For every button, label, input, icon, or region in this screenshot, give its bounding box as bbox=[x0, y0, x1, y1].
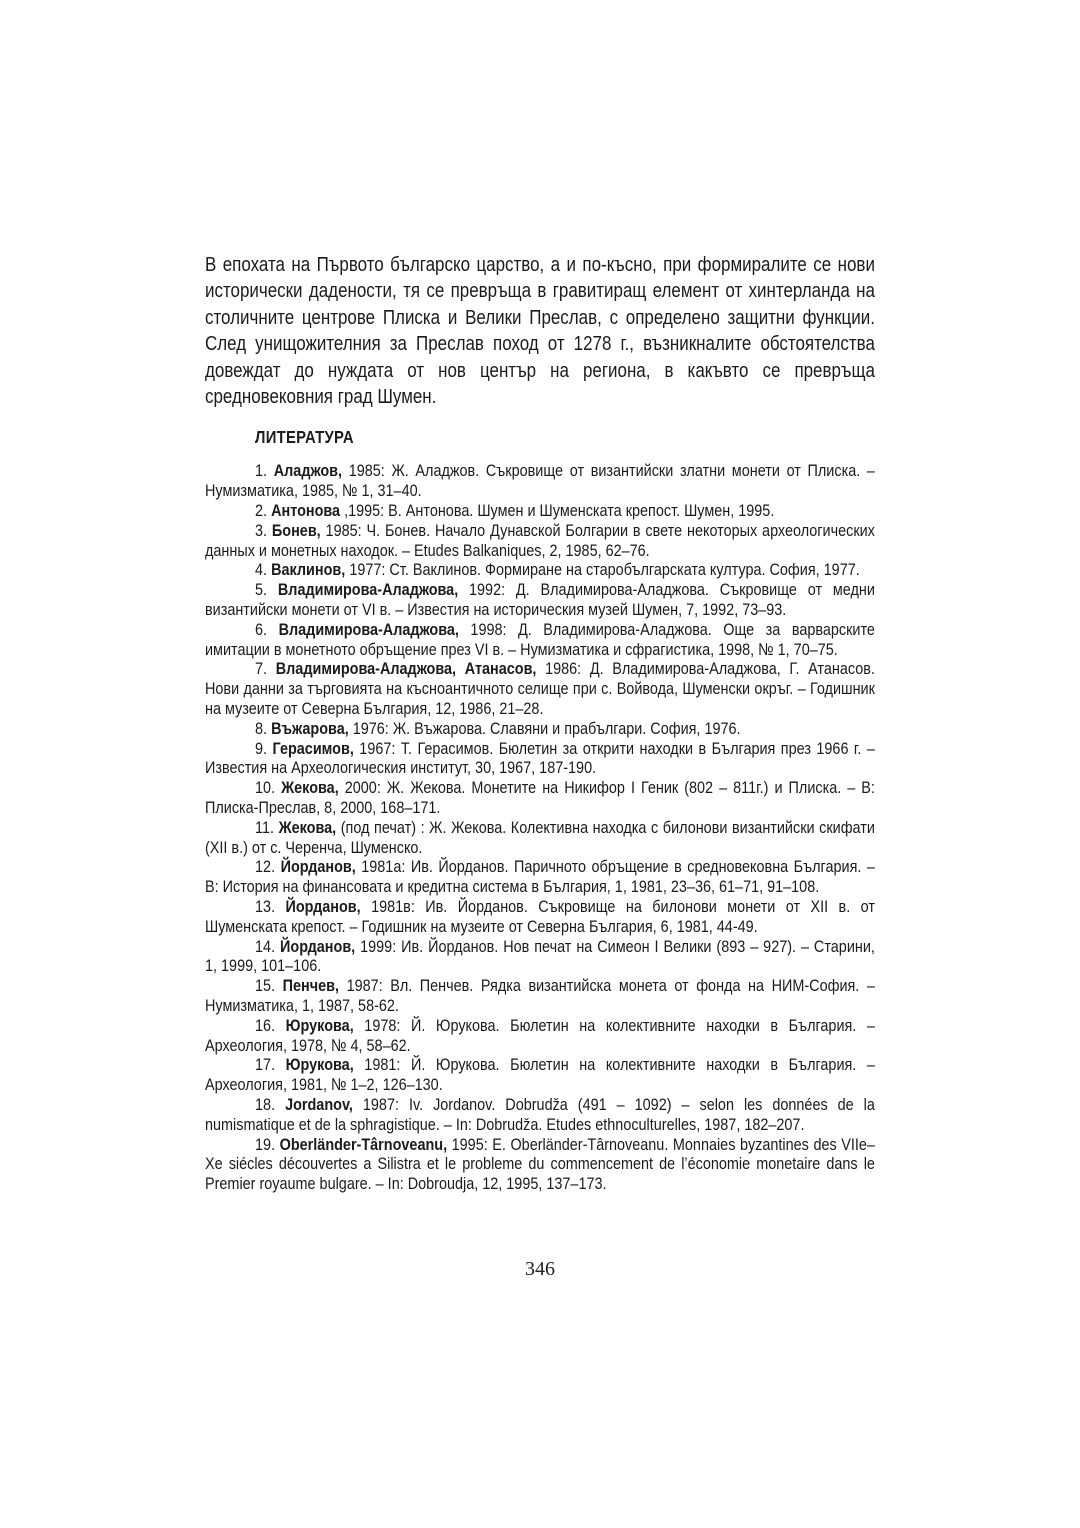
entry-author: Владимирова-Аладжова, Атанасов, bbox=[275, 659, 537, 679]
entry-number: 9. bbox=[255, 738, 268, 758]
entry-author: Йорданов, bbox=[285, 896, 361, 916]
entry-author: Ваклинов, bbox=[271, 560, 346, 580]
entry-number: 18. bbox=[255, 1094, 276, 1114]
entry-text: 1987: Iv. Jordanov. Dobrudža (491 – 1092) – selon les données de la numismatique et de la sphragistique. – In: Dobrudža. Etudes ethnoculturelles, 1987, 182–207. bbox=[205, 1094, 875, 1134]
entry-number: 4. bbox=[255, 560, 268, 580]
bibliography-entry bbox=[205, 620, 875, 660]
entry-author: Владимирова-Аладжова, bbox=[278, 619, 459, 639]
entry-number: 14. bbox=[255, 936, 276, 956]
entry-author: Владимирова-Аладжова, bbox=[277, 580, 459, 600]
entry-number: 5. bbox=[255, 580, 268, 600]
entry-number: 8. bbox=[255, 718, 268, 738]
entry-author: Жекова, bbox=[278, 817, 337, 837]
entry-text: 1999: Ив. Йорданов. Нов печат на Симеон I Велики (893 – 927). – Старини, 1, 1999, 101–106. bbox=[205, 936, 875, 976]
bibliography-entry bbox=[205, 560, 875, 580]
entry-author: Бонев, bbox=[271, 520, 321, 540]
entry-author: Герасимов, bbox=[272, 738, 354, 758]
bibliography-entry bbox=[205, 857, 875, 897]
bibliography-entry bbox=[205, 521, 875, 561]
entry-text: 1985: Ч. Бонев. Начало Дунавской Болгарии в свете некоторых археологических данных и монетных находок. – Etudes Balkaniques, 2, 1985, 62–76. bbox=[205, 520, 875, 560]
bibliography-entry bbox=[205, 1095, 875, 1135]
bibliography-entry bbox=[205, 937, 875, 977]
bibliography-entry bbox=[205, 1055, 875, 1095]
entry-text: 2000: Ж. Жекова. Монетите на Никифор I Геник (802 – 811г.) и Плиска. – В: Плиска-Преслав, 8, 2000, 168–171. bbox=[205, 778, 875, 817]
bibliography-entry bbox=[205, 580, 875, 620]
entry-text: 1976: Ж. Въжарова. Славяни и прабългари. София, 1976. bbox=[352, 718, 741, 738]
entry-author: Юрукова, bbox=[285, 1015, 354, 1035]
bibliography-list bbox=[205, 461, 875, 1193]
bibliography-entry bbox=[205, 739, 875, 779]
intro-paragraph: В епохата на Първото българско царство, а и по-късно, при формиралите се нови исторически дадености, тя се превръща в гравитиращ елемент от хинтерланда на столичните центрове Плиска и Велики Преслав, с определено защитни функции. След унищожителния за Преслав поход от 1278 г., възникналите обстоятелства довеждат до нуждата от нов център на региона, в какъвто се превръща средновековния град Шумен. bbox=[205, 254, 875, 409]
entry-author: Жекова, bbox=[281, 778, 339, 798]
entry-text: 1986: Д. Владимирова-Аладжова, Г. Атанасов. Нови данни за търговията на късноантичното селище при с. Войвода, Шуменски окръг. – Годишник на музеите от Северна България, 12, 1986, 21–28. bbox=[205, 659, 875, 718]
bibliography-entry bbox=[205, 778, 875, 818]
entry-text: 1981: Й. Юрукова. Бюлетин на колективните находки в България. – Археология, 1981, № 1–2, 126–130. bbox=[205, 1055, 875, 1095]
entry-author: Въжарова, bbox=[271, 718, 349, 738]
entry-text: 1987: Вл. Пенчев. Рядка византийска монета от фонда на НИМ-София. – Нумизматика, 1, 1987, 58-62. bbox=[205, 976, 875, 1015]
entry-author: Jordanov, bbox=[285, 1094, 353, 1114]
entry-text: 1981в: Ив. Йорданов. Съкровище на билонови монети от XII в. от Шуменската крепост. – Годишник на музеите от Северна България, 6, 1981, 44-49. bbox=[205, 896, 875, 936]
entry-author: Аладжов, bbox=[273, 461, 343, 481]
entry-text: 1978: Й. Юрукова. Бюлетин на колективните находки в България. – Археология, 1978, № 4, 58–62. bbox=[205, 1015, 875, 1055]
bibliography-entry bbox=[205, 818, 875, 858]
bibliography-entry bbox=[205, 461, 875, 501]
bibliography-entry bbox=[205, 719, 875, 739]
bibliography-entry bbox=[205, 976, 875, 1016]
bibliography-entry bbox=[205, 501, 875, 521]
entry-text: 1967: Т. Герасимов. Бюлетин за открити находки в България през 1966 г. – Известия на Археологическия институт, 30, 1967, 187-190. bbox=[205, 738, 875, 778]
entry-author: Йорданов, bbox=[280, 857, 356, 877]
text-block bbox=[205, 252, 875, 1194]
bibliography-entry bbox=[205, 1135, 875, 1194]
entry-author: Юрукова, bbox=[285, 1055, 354, 1075]
entry-text: 1992: Д. Владимирова-Аладжова. Съкровище от медни византийски монети от VI в. – Известия на историческия музей Шумен, 7, 1992, 73–93. bbox=[205, 580, 875, 620]
entry-number: 6. bbox=[255, 619, 268, 639]
entry-number: 7. bbox=[255, 659, 268, 679]
entry-number: 13. bbox=[255, 896, 276, 916]
entry-number: 12. bbox=[255, 857, 276, 877]
entry-text: 1995: E. Oberländer-Târnoveanu. Monnaies byzantines des VIIe–Xe siécles découvertes a Silistra et le probleme du commencement de l’économie monetaire dans le Premier royaume bulgare. – In: Dobroudja, 12, 1995, 137–173. bbox=[205, 1134, 875, 1194]
entry-number: 11. bbox=[255, 817, 275, 837]
entry-text: 1998: Д. Владимирова-Аладжова. Още за варварските имитации в монетното обръщение през VI в. – Нумизматика и сфрагистика, 1998, № 1, 70–75. bbox=[205, 619, 875, 659]
bibliography-entry bbox=[205, 1016, 875, 1056]
entry-text: 1981а: Ив. Йорданов. Паричното обръщение в средновековна България. – В: История на финансовата и кредитна система в България, 1, 1981, 23–36, 61–71, 91–108. bbox=[205, 857, 875, 897]
entry-number: 17. bbox=[255, 1055, 276, 1075]
entry-author: Антонова bbox=[271, 501, 341, 521]
entry-text: 1985: Ж. Аладжов. Съкровище от византийски златни монети от Плиска. – Нумизматика, 1985, № 1, 31–40. bbox=[205, 461, 875, 501]
entry-author: Oberländer-Târnoveanu, bbox=[279, 1134, 448, 1154]
entry-number: 10. bbox=[255, 778, 276, 798]
entry-text: (под печат) : Ж. Жекова. Колективна находка с билонови византийски скифати (XII в.) от с. Черенча, Шуменско. bbox=[205, 817, 875, 857]
bibliography-entry bbox=[205, 659, 875, 718]
bibliography-heading: ЛИТЕРАТУРА bbox=[255, 427, 354, 448]
entry-text: 1977: Ст. Ваклинов. Формиране на старобългарската култура. София, 1977. bbox=[349, 560, 860, 580]
entry-number: 3. bbox=[255, 520, 268, 540]
bibliography-entry bbox=[205, 897, 875, 937]
entry-number: 15. bbox=[255, 976, 276, 996]
entry-number: 2. bbox=[255, 501, 268, 521]
entry-number: 19. bbox=[255, 1134, 276, 1154]
page-number: 346 bbox=[525, 1258, 555, 1280]
entry-text: ,1995: В. Антонова. Шумен и Шуменската крепост. Шумен, 1995. bbox=[344, 501, 775, 521]
entry-author: Йорданов, bbox=[280, 936, 356, 956]
entry-number: 1. bbox=[255, 461, 268, 481]
entry-author: Пенчев, bbox=[282, 976, 339, 996]
entry-number: 16. bbox=[255, 1015, 276, 1035]
